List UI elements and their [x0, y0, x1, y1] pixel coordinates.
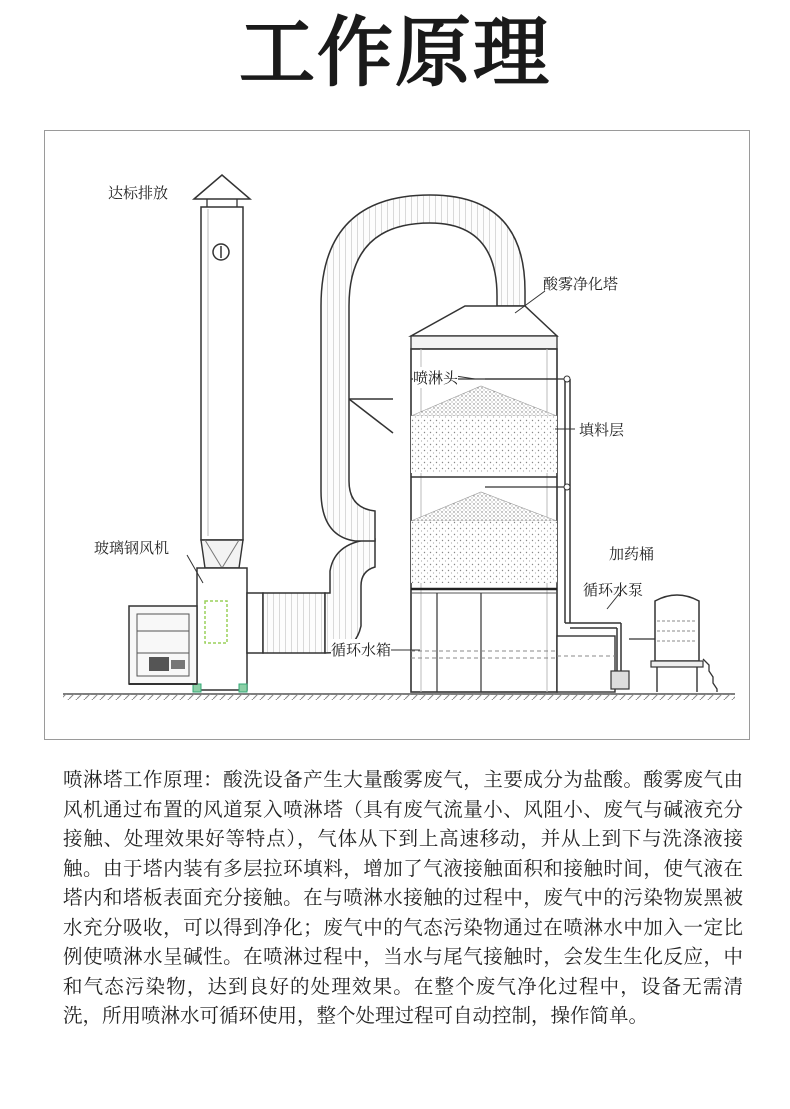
label-tower: 酸雾净化塔: [543, 275, 619, 293]
page-title: 工作原理: [239, 8, 551, 97]
label-nozzle: 喷淋头: [413, 369, 459, 387]
description-paragraph: 喷淋塔工作原理：酸洗设备产生大量酸雾废气，主要成分为盐酸。酸雾废气由风机通过布置的风道泵入喷淋塔（具有废气流量小、风阻小、废气与碱液充分接触、处理效果好等特点），气体从下到上高速移动，并从上到下与洗涤液接触。由于塔内装有多层拉环填料，增加了气液接触面积和接触时间，使气液在塔内和塔板表面充分接触。在与喷淋水接触的过程中，废气中的污染物炭黑被水充分吸收，可以得到净化；废气中的气态污染物通过在喷淋水中加入一定比例使喷淋水呈碱性。在喷淋过程中，当水与尾气接触时，会发生生化反应，中和气态污染物，达到良好的处理效果。在整个废气净化过程中，设备无需清洗，所用喷淋水可循环使用，整个处理过程可自动控制，操作简单。: [63, 768, 743, 1027]
label-water-tank: 循环水箱: [331, 641, 392, 659]
label-exhaust: 达标排放: [108, 184, 169, 202]
inlet-duct: [247, 539, 375, 653]
spray-tower-diagram: [44, 130, 750, 740]
dosing-tank: [651, 595, 717, 692]
ground: [63, 694, 735, 700]
label-dosing-tank: 加药桶: [609, 545, 655, 563]
diagram-drawing: [45, 131, 750, 740]
fan-assembly: [129, 606, 197, 684]
exhaust-stack: [193, 175, 250, 692]
label-pump: 循环水泵: [583, 581, 644, 599]
spray-tower: [411, 306, 565, 692]
label-packing: 填料层: [579, 421, 625, 439]
label-fan: 玻璃钢风机: [94, 539, 170, 557]
